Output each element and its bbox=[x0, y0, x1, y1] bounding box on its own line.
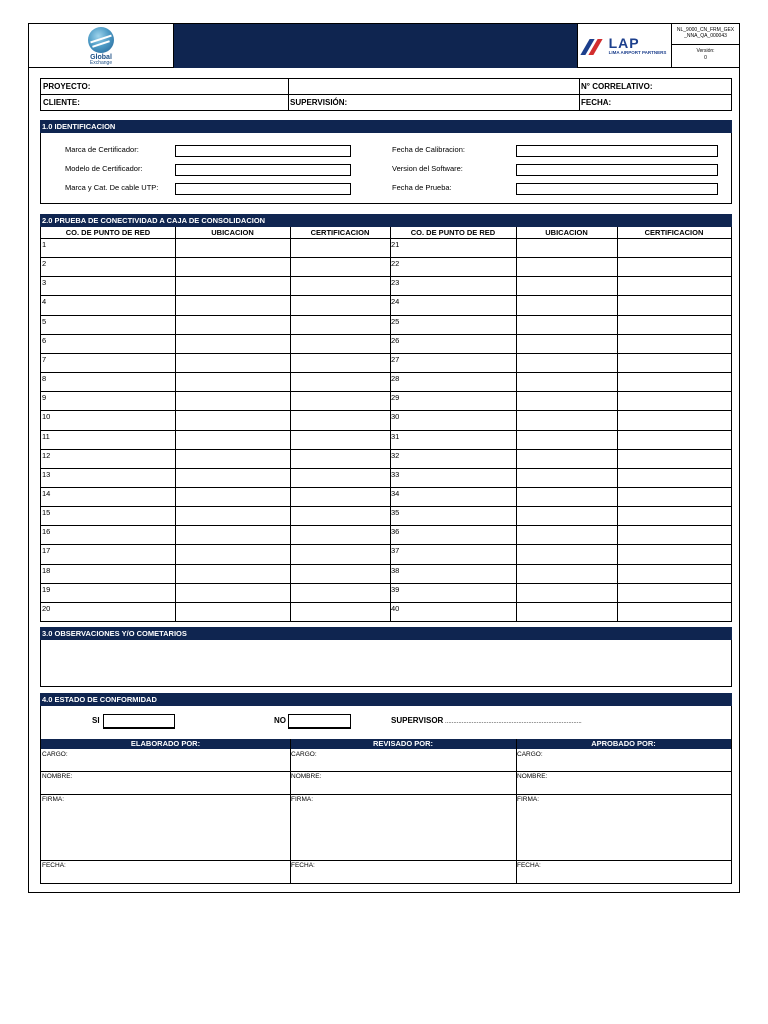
table-row-number: 26 bbox=[391, 335, 400, 345]
table-row-divider bbox=[41, 506, 731, 507]
label-no: NO bbox=[274, 716, 286, 725]
doc-code-line2: _NNA_QA_000043 bbox=[684, 33, 727, 39]
title-band bbox=[174, 24, 578, 68]
table-row-number: 22 bbox=[391, 259, 400, 269]
table-row-number: 29 bbox=[391, 393, 400, 403]
table-row-number: 13 bbox=[42, 469, 51, 479]
no-checkbox[interactable] bbox=[288, 714, 351, 729]
aprobado-firma[interactable]: FIRMA: bbox=[517, 796, 540, 803]
section-observaciones-title: 3.0 OBSERVACIONES Y/O COMETARIOS bbox=[40, 627, 732, 640]
table-row-divider bbox=[41, 410, 731, 411]
aprobado-header: APROBADO POR: bbox=[591, 739, 656, 748]
lap-logo bbox=[578, 24, 672, 68]
table-row-number: 21 bbox=[391, 240, 400, 249]
fecha-prueba-field[interactable] bbox=[516, 183, 718, 195]
table-row-number: 37 bbox=[391, 546, 400, 556]
table-row-number: 40 bbox=[391, 603, 400, 613]
connectivity-table bbox=[40, 227, 732, 622]
table-row-number: 31 bbox=[391, 431, 400, 441]
version-value: 0 bbox=[704, 55, 707, 61]
table-row-divider bbox=[41, 602, 731, 603]
table-row-number: 35 bbox=[391, 508, 400, 518]
revisado-firma[interactable]: FIRMA: bbox=[291, 796, 314, 803]
version-software-field[interactable] bbox=[516, 164, 718, 176]
marca-cable-field[interactable] bbox=[175, 183, 351, 195]
elaborado-nombre[interactable]: NOMBRE: bbox=[42, 773, 73, 780]
section-estado-title: 4.0 ESTADO DE CONFORMIDAD bbox=[40, 693, 732, 706]
table-row-divider bbox=[41, 544, 731, 545]
table-row-number: 30 bbox=[391, 412, 400, 422]
elaborado-header: ELABORADO POR: bbox=[130, 739, 201, 748]
table-row-number: 17 bbox=[42, 546, 51, 556]
fecha-calibracion-field[interactable] bbox=[516, 145, 718, 157]
doc-code-line1: NL_9000_CN_FRM_GEX bbox=[676, 27, 735, 33]
aprobado-nombre[interactable]: NOMBRE: bbox=[517, 773, 548, 780]
table-row-number: 9 bbox=[42, 393, 47, 403]
table-row-number: 32 bbox=[391, 450, 400, 460]
table-row-number: 8 bbox=[42, 374, 47, 384]
table-row-divider bbox=[41, 353, 731, 354]
table-row-number: 25 bbox=[391, 316, 400, 326]
table-row-divider bbox=[41, 525, 731, 526]
table-row-number: 27 bbox=[391, 354, 400, 364]
lap-sub: LIMA AIRPORT PARTNERS bbox=[608, 50, 667, 55]
table-row-number: 23 bbox=[391, 278, 400, 288]
si-checkbox[interactable] bbox=[103, 714, 175, 729]
table-row-number: 1 bbox=[42, 240, 47, 249]
table-row-number: 39 bbox=[391, 584, 400, 594]
modelo-certificador-field[interactable] bbox=[175, 164, 351, 176]
label-marca-certificador: Marca de Certificador: bbox=[65, 145, 139, 154]
label-supervision: SUPERVISIÓN: bbox=[290, 98, 348, 107]
table-row-divider bbox=[41, 257, 731, 258]
global-exchange-logo bbox=[29, 24, 174, 68]
inspection-form bbox=[28, 23, 740, 893]
col-header-punto-red-2: CO. DE PUNTO DE RED bbox=[410, 228, 496, 237]
section-identificacion-title: 1.0 IDENTIFICACION bbox=[40, 120, 732, 133]
table-row-number: 15 bbox=[42, 508, 51, 518]
marca-certificador-field[interactable] bbox=[175, 145, 351, 157]
col-header-certificacion-1: CERTIFICACION bbox=[310, 228, 370, 237]
table-row-divider bbox=[41, 276, 731, 277]
label-si: SI bbox=[92, 716, 100, 725]
lap-wing-icon bbox=[583, 37, 605, 55]
revisado-fecha[interactable]: FECHA: bbox=[291, 862, 315, 869]
label-modelo-certificador: Modelo de Certificador: bbox=[65, 164, 143, 173]
label-marca-cable: Marca y Cat. De cable UTP: bbox=[65, 183, 159, 192]
table-row-divider bbox=[41, 564, 731, 565]
table-row-number: 7 bbox=[42, 354, 47, 364]
table-row-divider bbox=[41, 295, 731, 296]
logo-brand: Global bbox=[90, 53, 112, 61]
form-header bbox=[29, 24, 739, 68]
aprobado-fecha[interactable]: FECHA: bbox=[517, 862, 541, 869]
table-row-divider bbox=[41, 238, 731, 239]
col-header-punto-red-1: CO. DE PUNTO DE RED bbox=[65, 228, 151, 237]
table-row-number: 28 bbox=[391, 374, 400, 384]
document-code-box bbox=[672, 24, 739, 68]
supervisor-line[interactable]: .................................................................................. bbox=[445, 719, 582, 725]
table-row-number: 3 bbox=[42, 278, 47, 288]
version-label: Versión: bbox=[696, 48, 715, 54]
section-conectividad-title: 2.0 PRUEBA DE CONECTIVIDAD A CAJA DE CONSOLIDACION bbox=[40, 214, 732, 227]
label-version-software: Version del Software: bbox=[392, 164, 463, 173]
table-row-number: 20 bbox=[42, 603, 51, 613]
globe-icon bbox=[88, 27, 114, 53]
section-identificacion bbox=[40, 133, 732, 204]
table-row-number: 18 bbox=[42, 565, 51, 575]
label-supervisor: SUPERVISOR bbox=[391, 716, 444, 725]
table-row-divider bbox=[41, 372, 731, 373]
col-header-ubicacion-2: UBICACION bbox=[545, 228, 588, 237]
logo-sub: Exchange bbox=[89, 59, 113, 66]
lap-brand: LAP bbox=[608, 35, 640, 51]
table-row-divider bbox=[41, 430, 731, 431]
label-fecha-calibracion: Fecha de Calibracion: bbox=[392, 145, 465, 154]
elaborado-firma[interactable]: FIRMA: bbox=[42, 796, 65, 803]
revisado-header: REVISADO POR: bbox=[372, 739, 433, 748]
table-row-number: 2 bbox=[42, 259, 47, 269]
table-row-number: 36 bbox=[391, 527, 400, 537]
table-row-divider bbox=[41, 315, 731, 316]
revisado-cargo[interactable]: CARGO: bbox=[291, 751, 317, 758]
project-info bbox=[40, 78, 732, 111]
table-row-number: 38 bbox=[391, 565, 400, 575]
table-row-divider bbox=[41, 334, 731, 335]
table-row-number: 6 bbox=[42, 335, 47, 345]
table-row-number: 10 bbox=[42, 412, 51, 422]
table-row-number: 19 bbox=[42, 584, 51, 594]
revisado-nombre[interactable]: NOMBRE: bbox=[291, 773, 322, 780]
col-header-certificacion-2: CERTIFICACION bbox=[644, 228, 704, 237]
label-fecha: FECHA: bbox=[581, 98, 612, 107]
label-cliente: CLIENTE: bbox=[43, 98, 80, 107]
table-row-number: 12 bbox=[42, 450, 51, 460]
label-correlativo: N° CORRELATIVO: bbox=[581, 82, 653, 91]
table-row-divider bbox=[41, 468, 731, 469]
table-row-number: 16 bbox=[42, 527, 51, 537]
label-fecha-prueba: Fecha de Prueba: bbox=[392, 183, 452, 192]
table-row-divider bbox=[41, 449, 731, 450]
observaciones-field[interactable] bbox=[40, 640, 732, 687]
table-row-number: 33 bbox=[391, 469, 400, 479]
table-row-divider bbox=[41, 487, 731, 488]
elaborado-cargo[interactable]: CARGO: bbox=[42, 751, 68, 758]
signature-header-bar bbox=[41, 739, 731, 749]
table-row-number: 11 bbox=[42, 431, 50, 441]
table-row-number: 14 bbox=[42, 488, 51, 498]
label-proyecto: PROYECTO: bbox=[43, 82, 91, 91]
col-header-ubicacion-1: UBICACION bbox=[211, 228, 254, 237]
aprobado-cargo[interactable]: CARGO: bbox=[517, 751, 543, 758]
table-row-divider bbox=[41, 391, 731, 392]
elaborado-fecha[interactable]: FECHA: bbox=[42, 862, 66, 869]
table-row-number: 34 bbox=[391, 488, 400, 498]
section-estado bbox=[40, 706, 732, 884]
table-row-number: 5 bbox=[42, 316, 47, 326]
table-row-number: 4 bbox=[42, 297, 47, 307]
table-row-number: 24 bbox=[391, 297, 400, 307]
table-row-divider bbox=[41, 583, 731, 584]
